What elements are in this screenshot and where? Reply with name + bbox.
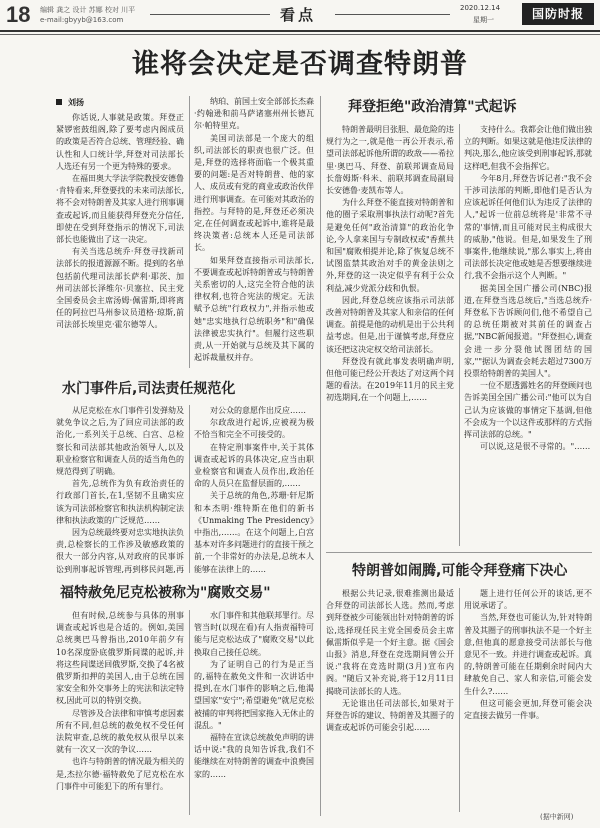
paragraph: 据美国全国广播公司(NBC)报道,在拜登当选总统后,"当选总统乔·拜登私下告诉顾问们,他不希望自己的总统任期被对其前任的调查占据,"NBC新闻报道。"拜登担心,调查会进一步分裂他试图团结的国家,""据认为调查会耗去超过7300万投票给特朗普的美国人"。 — [464, 283, 592, 379]
issue-weekday: 星期一 — [473, 16, 494, 24]
page-number: 18 — [6, 2, 31, 27]
article-column-10 — [464, 588, 592, 810]
paragraph: 特朗普最明目张胆、最危险的违规行为之一,就是他一再公开表示,希望司法部起诉他所谓的政敌——希拉里·奥巴马、拜登、前联邦调查局局长詹姆斯·科米、前联邦调查局副局长安德鲁·麦凯布等人。 — [326, 125, 454, 196]
article-column-8 — [464, 124, 592, 546]
author-name: 刘扬 — [68, 98, 84, 107]
article-column-7 — [326, 124, 454, 546]
paragraph: 如果拜登直接指示司法部长,不要调查或起诉特朗普或与特朗普关系密切的人,这完全符合他的法律权利,也符合宪法的规定。无法赋予总统"行政权力",并指示他或她"忠实地执行总统职务"和"确保法律被忠实执行"。但履行这些职责,从一开始就与总统及其下属的起诉裁量权并存。 — [194, 255, 314, 363]
paragraph: 尔政敌进行起诉,应被视为极不恰当和完全不可接受的。 — [194, 418, 314, 440]
paragraph: 支持什么。我都会让他们做出独立的判断。如果这就是他违反法律的判决,那么,他应该受到刑事起诉,那就这样吧,但我不会指挥它。 — [464, 125, 592, 171]
paragraph: 拜登没有就此事发表明确声明,但他可能已经公开表达了对这两个问题的看法。在2019年11月的民主党初选期间,在一个问题上,…… — [326, 356, 454, 403]
section-name: 看点 — [280, 6, 317, 24]
paragraph: 今年8月,拜登告诉记者:"我不会干涉司法部的判断,即他们是否认为应该起诉任何他们认为违反了法律的人,"起诉一位前总统将是'非常不寻常的'事情,而且可能对民主构成很大的威胁,"他说。但是,如果发生了刑事案件,他继续说,"那么事实上,将由司法部长决定他或她是否想要继续进行,我不会指示这个人判断。" — [464, 173, 592, 281]
paragraph: 也许与特朗普的情况最为相关的是,杰拉尔德·福特赦免了尼克松在水门事件中可能犯下的所有罪行。 — [56, 757, 184, 791]
square-bullet-icon — [56, 99, 62, 105]
source-credit: (据中新网) — [540, 813, 574, 821]
paragraph: 但有时候,总统参与具体的刑事调查或起诉也是合适的。例如,美国总统奥巴马曾指出,2010年前夕有10名深度卧底俄罗斯间谍的起诉,并将这些间谍送回俄罗斯,交换了4名被俄罗斯扣押的美国人,由于总统在国家安全和外交事务上的宪法和法定特权,因此可以的特别交换。 — [56, 611, 184, 706]
page-header — [0, 0, 600, 32]
article-column-6 — [194, 610, 314, 815]
paragraph: 水门事件和其他联邦罪行。尽管当时(以现在看)有人指责福特可能与尼克松达成了"腐败交易"以此换取自己接任总统。 — [194, 611, 314, 657]
paragraph: 福特在宣读总统赦免声明的讲话中说:"我的良知告诉我,我们不能继续在对特朗普的调查中浪费国家的…… — [194, 733, 314, 779]
byline — [56, 97, 84, 108]
page-column-divider — [320, 96, 321, 816]
column-divider — [189, 405, 190, 573]
column-divider — [189, 96, 190, 368]
subheading-ford-pardon: 福特赦免尼克松被称为"腐败交易" — [60, 585, 271, 601]
section-divider — [326, 552, 592, 553]
paragraph: 有关当选总统乔·拜登寻找新司法部长的报道源源不断。提到的名单包括前代理司法部长萨利·耶茨、加州司法部长泽维尔·贝塞拉、民主党全国委员会主席汤姆·佩雷斯,即将离任的阿拉巴马州参议员道格·琼斯,前司法部长埃里克·霍尔德等人。 — [56, 247, 184, 330]
paragraph: 首先,总统作为负有政治责任的行政部门首长,在1,坚韧不且确实应该为司法部检察官和执法机构制定法律和执法政策的广泛规范…… — [56, 479, 184, 525]
paragraph: 在特定刑事案件中,关于其体调查或起诉的具体决定,应当由职业检察官和调查人员作出,政治任命的人员只在监督层面的,…… — [194, 442, 314, 489]
paragraph: 美国司法部是一个庞大的组织,司法部长的职责也很广泛。但是,拜登的选择将面临一个极其重要的问题:是否对特朗普、他的家人、成员或有党的商业或政治伙伴进行刑事调查。在可能对其政治的指控。与拜特的是,拜登还必须决定,在任何调查或起诉中,谁将是最终决策者:总统本人还是司法部长。 — [194, 133, 314, 253]
paragraph: 为了证明自己的行为是正当的,福特在赦免文件和一次讲话中提到,在水门事件的影响之后,他渴望国家"安宁";希望避免"就尼克松被捕的审判将把国家拖入无休止的混乱。" — [194, 659, 314, 730]
subheading-watergate: 水门事件后,司法责任规范化 — [62, 381, 236, 397]
issue-date: 2020.12.14 — [460, 4, 501, 12]
article-column-9 — [326, 588, 454, 812]
article-column-1 — [56, 112, 184, 370]
paragraph: 可以说,这是很不寻常的。"…… — [480, 442, 591, 452]
paragraph: 根据公共记录,很难推测出最适合拜登的司法部长人选。然而,考虑到拜登被少可能领出针对特朗普的诉讼,选择现任民主党全国委员会主席佩雷斯似乎是一个好主意。据《国会山报》消息,拜登在竞选期间曾公开说:"我将在竞选时期(3月)宣布内阁。"随后又补充说,将于12月11日揭晓司法部长的人选。 — [326, 589, 454, 696]
paragraph: 当然,拜登也可能认为,针对特朗普及其圈子的刑事执法不是一个好主意,但他真的愿意接受司法部长与他意见不一致。并进行调查或起诉。真的,特朗普可能在任期剩余时间内大肆赦免自己、家人和亲信,可能会发生什么?…… — [464, 613, 592, 696]
newspaper-logo: 国防时报 — [522, 3, 594, 25]
editor-email: e-mail:gbyyb@163.com — [40, 16, 124, 24]
header-divider — [0, 34, 600, 35]
paragraph: 尽管涉及合法律和审慎考虑因素所有不同,但总统的赦免权不受任何法院审查,总统的赦免权从很早以来就有一次又一次的争议…… — [56, 708, 184, 755]
header-rule-left — [150, 14, 270, 15]
column-divider — [459, 588, 460, 812]
column-divider — [459, 124, 460, 546]
article-column-5 — [56, 610, 184, 815]
paragraph: 你话说,人事就是政策。拜登正紧锣密鼓组阁,除了要考虑内阁成员的政策是否符合总统、管理经验、确认性和人口统计学,拜登对司法部长人选还有另一个更为特殊的要求。 — [56, 113, 184, 171]
paragraph: 从尼克松在水门事件引发弹劾及就免争议之后,为了回应司法部的政治化,一系列关于总统、白宫、总检察长和司法部其他政治领导人,以及职业检察官和调查人员的适当角色的规范得到了明确。 — [56, 406, 184, 477]
paragraph: 为什么拜登不能直接对特朗普和他的圈子采取刑事执法行动呢?首先是避免任何"政治清算"的政治化争论,今人拿来国与专制政权或"香蕉共和国"腐败相提并论,除了恢复总统不试图监禁其政治对手的黄金法则之外,拜登的这一决定似乎有利于公众利益,减少党派分歧和仇恨。 — [326, 198, 454, 293]
paragraph: 在福田奥大学法学院教授安德鲁·肯特看来,拜登要找的未来司法部长,将不会对特朗普及其家人进行刑事调查或起诉,而且能获得拜登充分信任,即使在受到拜登指示的情况下,司法部长也能做出了这一决定。 — [56, 174, 184, 245]
article-column-4 — [194, 405, 314, 573]
paragraph: 题上进行任何公开的谈话,更不用说承诺了。 — [464, 589, 592, 611]
paragraph: 无论谁出任司法部长,如果对于拜登告诉的建议、特朗普及其圈子的调查或起诉仍可能会引起…… — [326, 698, 454, 733]
paragraph: 但这可能会更加,拜登可能会决定直接去做另一件事。 — [464, 698, 592, 721]
paragraph: 纳珀、前国土安全部部长杰森·约翰逊和前马萨诸塞州州长德瓦尔·帕特里克。 — [194, 97, 314, 131]
paragraph: 对公众的意愿作出反应…… — [210, 406, 306, 415]
article-column-3 — [56, 405, 184, 573]
main-headline: 谁将会决定是否调查特朗普 — [132, 49, 468, 80]
column-divider — [189, 610, 190, 815]
paragraph: 一位不愿透露姓名的拜登顾问也告诉美国全国广播公司:"他可以为自己认为应该做的事情定下基调,但他不会成为一个以这件或那样的方式指挥司法部的总统。" — [464, 381, 592, 440]
header-rule-right — [335, 14, 450, 15]
editor-credits: 编辑 龚之 设计 苏娜 校对 川平 — [40, 6, 136, 14]
paragraph: 关于总统的角色,苏珊·轩尼斯和本杰明·维特斯在他们的新书《Unmaking The Presidency》中指出,……。在这个问题上,白宫基本对许多问题进行的直接干预之前,一个非常好的办法是,总统本人能够在法律上的…… — [194, 491, 314, 573]
paragraph: 因此,拜登总统应该指示司法部改善对特朗普及其家人和亲信的任何调查。前提是他的动机是出于公共利益考虑。但是,出于谨慎考虑,拜登应该还把这决定权交给司法部长。 — [326, 295, 454, 354]
subheading-trump-trouble: 特朗普如闹腾,可能令拜登痛下决心 — [352, 563, 568, 579]
paragraph: 因为总统最终要对忠实地执法负责,总检察长的工作涉及敏感政策的很大一部分内容,从对政府的民事诉讼到刑事起诉管理,再到移民问题,再 — [56, 528, 184, 573]
subheading-political-purge: 拜登拒绝"政治清算"式起诉 — [348, 99, 517, 115]
article-column-2 — [194, 96, 314, 368]
